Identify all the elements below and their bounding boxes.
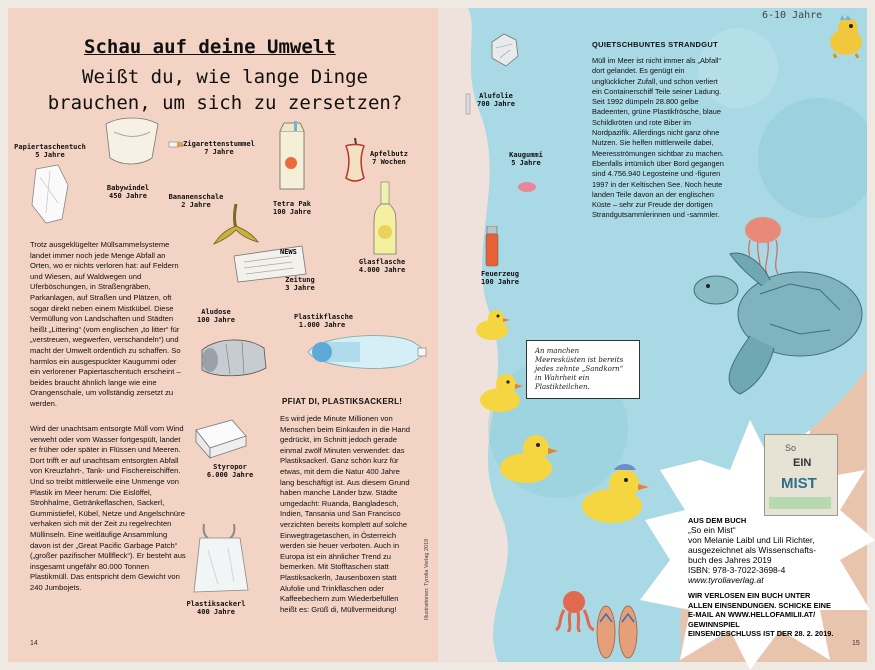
book-info [688,516,864,639]
page-title: Schau auf deine Umwelt [84,36,336,58]
rubber-duck-icon [472,306,512,342]
glass-bottle-icon [370,180,400,258]
chewing-gum-icon [516,180,538,194]
section-text: Es wird jede Minute Millionen von Menschen beim Einkaufen in die Hand gedrückt, im Schnitt jedoch gerade einmal zwölf Minuten verwendet: das Plastiksackerl. Ganz schön kurz für etwas, mit dem die Natur 400 Jahre lang beschäftigt ist. Aus diesem Grund haben manche Länder bzw. Städte umgedacht: Ruanda, Bangladesch, Indien, Tansania und San Francisco verzichten bereits komplett auf solche Einwegtragetaschen, in Österreich werden sie heuer verboten. Auch in Europa ist ein ähnlicher Trend zu bemerken. Mit Stofftaschen statt Plastiksackerln, Jausenboxen statt Alufolie und Trinkflaschen oder Kaffeebechern zum Wiederbefüllen heißt es: Grüß di, Müllvermeidung! [280,414,411,614]
section-heading: PFIAT DI, PLASTIKSACKERL! [282,397,403,406]
rubber-duck-icon [496,430,560,486]
item-label-foil: Alufolie 700 Jahre [477,92,515,108]
strandgut-text: Müll im Meer ist nicht immer als „Abfall“ dort gelandet. Es genügt ein unglücklicher Zufall, und schon verliert ein Containerschiff Teile seiner Ladung. Seit 1992 dümpeln 28.800 gelbe Badeenten, grüne Plastikfrösche, blaue Schildkröten und rote Biber im Nordpazifik. Allerdings nicht ganz ohne Nutzen. Sie helfen mittlerweile dabei, Meeresströmungen sichtbar zu machen. Ebenfalls irrtümlich über Bord gegangen sind 4.756.940 Legosteine und -figuren 1997 in der Keltischen See. Noch heute landen Teile davon an der englischen Küste – sehr zur Freude der dortigen Strandgutsammlerinnen und -sammler. [592,56,724,220]
item-label-apple: Apfelbutz 7 Wochen [370,150,408,166]
lighter-icon [484,226,500,268]
banana-peel-icon [210,200,262,246]
item-label-glass-bottle: Glasflasche 4.000 Jahre [358,258,406,274]
raffle-line-2: ALLEN EINSENDUNGEN. SCHICKE EINE [688,600,831,610]
item-label-styrofoam: Styropor 6.000 Jahre [206,463,254,479]
book-cover-so: So [785,443,797,453]
speech-bubble: An manchen Meeresküsten ist bereits jedes zehnte „Sandkorn“ in Wahrheit ein Plastikteilchen. [526,340,640,399]
book-award-2: buch des Jahres 2019 [688,555,772,565]
book-source-label: AUS DEM BUCH [688,516,747,525]
raffle-line-4: GEWINNSPIEL [688,619,740,629]
strandgut-heading: QUIETSCHBUNTES STRANDGUT [592,40,718,49]
book-authors: von Melanie Laibl und Lili Richter, [688,535,815,545]
item-label-gum: Kaugummi 5 Jahre [509,151,543,167]
styrofoam-icon [192,416,250,460]
book-award-1: ausgezeichnet als Wissenschafts- [688,545,817,555]
book-title: „So ein Mist“ [688,525,736,535]
item-label-tetra-pak: Tetra Pak 100 Jahre [273,200,311,216]
item-label-tissue: Papiertaschentuch 5 Jahre [14,143,86,159]
body-paragraph-1: Trotz ausgeklügelter Müllsammelsysteme landet immer noch jede Menge Abfall an Orten, wo er nichts verloren hat: auf Feldern und Wiesen, auf Waldwegen und Uferböschungen, in Straßengräben, Parkanlagen, auf Straßen und Plätzen, oft sogar direkt neben einem Mistkübel. Diese Vermüllung von Landschaften und Städten heißt „Littering“ (vom englischen „to litter“ für „verstreuen, wegwerfen, verschandeln“) und macht der Umwelt ordentlich zu schaffen. So harmlos ein ausgespuckter Kaugummi oder ein verlorener Papiertaschentuch erscheint – beides braucht ähnlich lange wie eine Orangenschale, um vollständig zersetzt zu werden. [30,240,181,408]
book-cover-art [769,497,831,509]
book-website[interactable]: www.tyroliaverlag.at [688,575,764,585]
diaper-icon [100,112,162,170]
book-isbn: ISBN: 978-3-7022-3698-4 [688,565,786,575]
item-label-cigarette: Zigarettenstummel 7 Jahre [183,140,255,156]
raffle-line-5: EINSENDESCHLUSS IST DER 28. 2. 2019. [688,629,834,638]
dinosaur-mascot-icon [826,14,866,58]
illustration-credit: Illustrationen: Tyrolia Verlag 2019 [424,538,430,620]
age-tag: 6-10 Jahre [762,10,823,21]
item-label-newspaper: Zeitung 3 Jahre [285,276,315,292]
item-label-aluminium-can: Aludose 100 Jahre [197,308,235,324]
turtle-icon [690,244,870,404]
item-label-plastic-bottle: Plastikflasche 1.000 Jahre [294,313,354,329]
plastic-bag-icon [190,520,254,598]
foil-ball-icon [486,30,522,70]
rubber-duck-icon [476,370,524,414]
item-label-diaper: Babywindel 450 Jahre [106,184,150,200]
raffle-line-1: WIR VERLOSEN EIN BUCH UNTER [688,591,811,600]
item-label-plastic-bag: Plastiksackerl 400 Jahre [186,600,246,616]
plastic-bottle-icon [300,328,430,376]
tetra-pak-icon [276,121,308,193]
flip-flops-icon [594,600,642,660]
page-number-left: 14 [30,640,38,647]
item-label-lighter: Feuerzeug 100 Jahre [481,270,519,286]
book-cover-ein: EIN [793,457,812,469]
book-cover [764,434,838,516]
aluminium-can-icon [196,330,272,382]
item-label-banana: Bananenschale 2 Jahre [168,193,224,209]
raffle-line-3[interactable]: E-MAIL AN WWW.HELLOFAMILII.AT/ [688,610,816,619]
octopus-icon [552,588,598,632]
body-paragraph-2: Wird der unachtsam entsorgte Müll vom Wind verweht oder vom Wasser fortgespült, landet er früher oder später in Flüssen und Meeren. Dort trifft er auf unachtsam entsorgten Abfall von Kreuzfahrt-, Tank- und Fischereischiffen. Und so treibt mittlerweile eine Unmenge von Plastik im Meer herum: Die Eislöffel, Strohhalme, Getränkeflaschen, Sackerl, Gummistiefel, Kübel, Netze und Angelschnüre verhaken sich mit der Zeit zu regelrechten Müllinseln. Eine weitläufige Ansammlung davon ist der „Great Pacific Garbage Patch“ („großer pazifischer Müllfleck“). Er besteht aus insgesamt ungefähr 80.000 Tonnen Plastikmüll. Das entspricht dem Gewicht von 240 Jumbojets. [30,424,186,592]
newspaper-word: NEWS [280,248,297,256]
book-cover-mist: MIST [781,475,817,492]
foil-ball-icon [464,92,472,116]
tissue-icon [28,163,72,225]
page-number-right: 15 [852,640,860,647]
page-subtitle: Weißt du, wie lange Dinge brauchen, um sich zu zersetzen? [47,66,403,114]
